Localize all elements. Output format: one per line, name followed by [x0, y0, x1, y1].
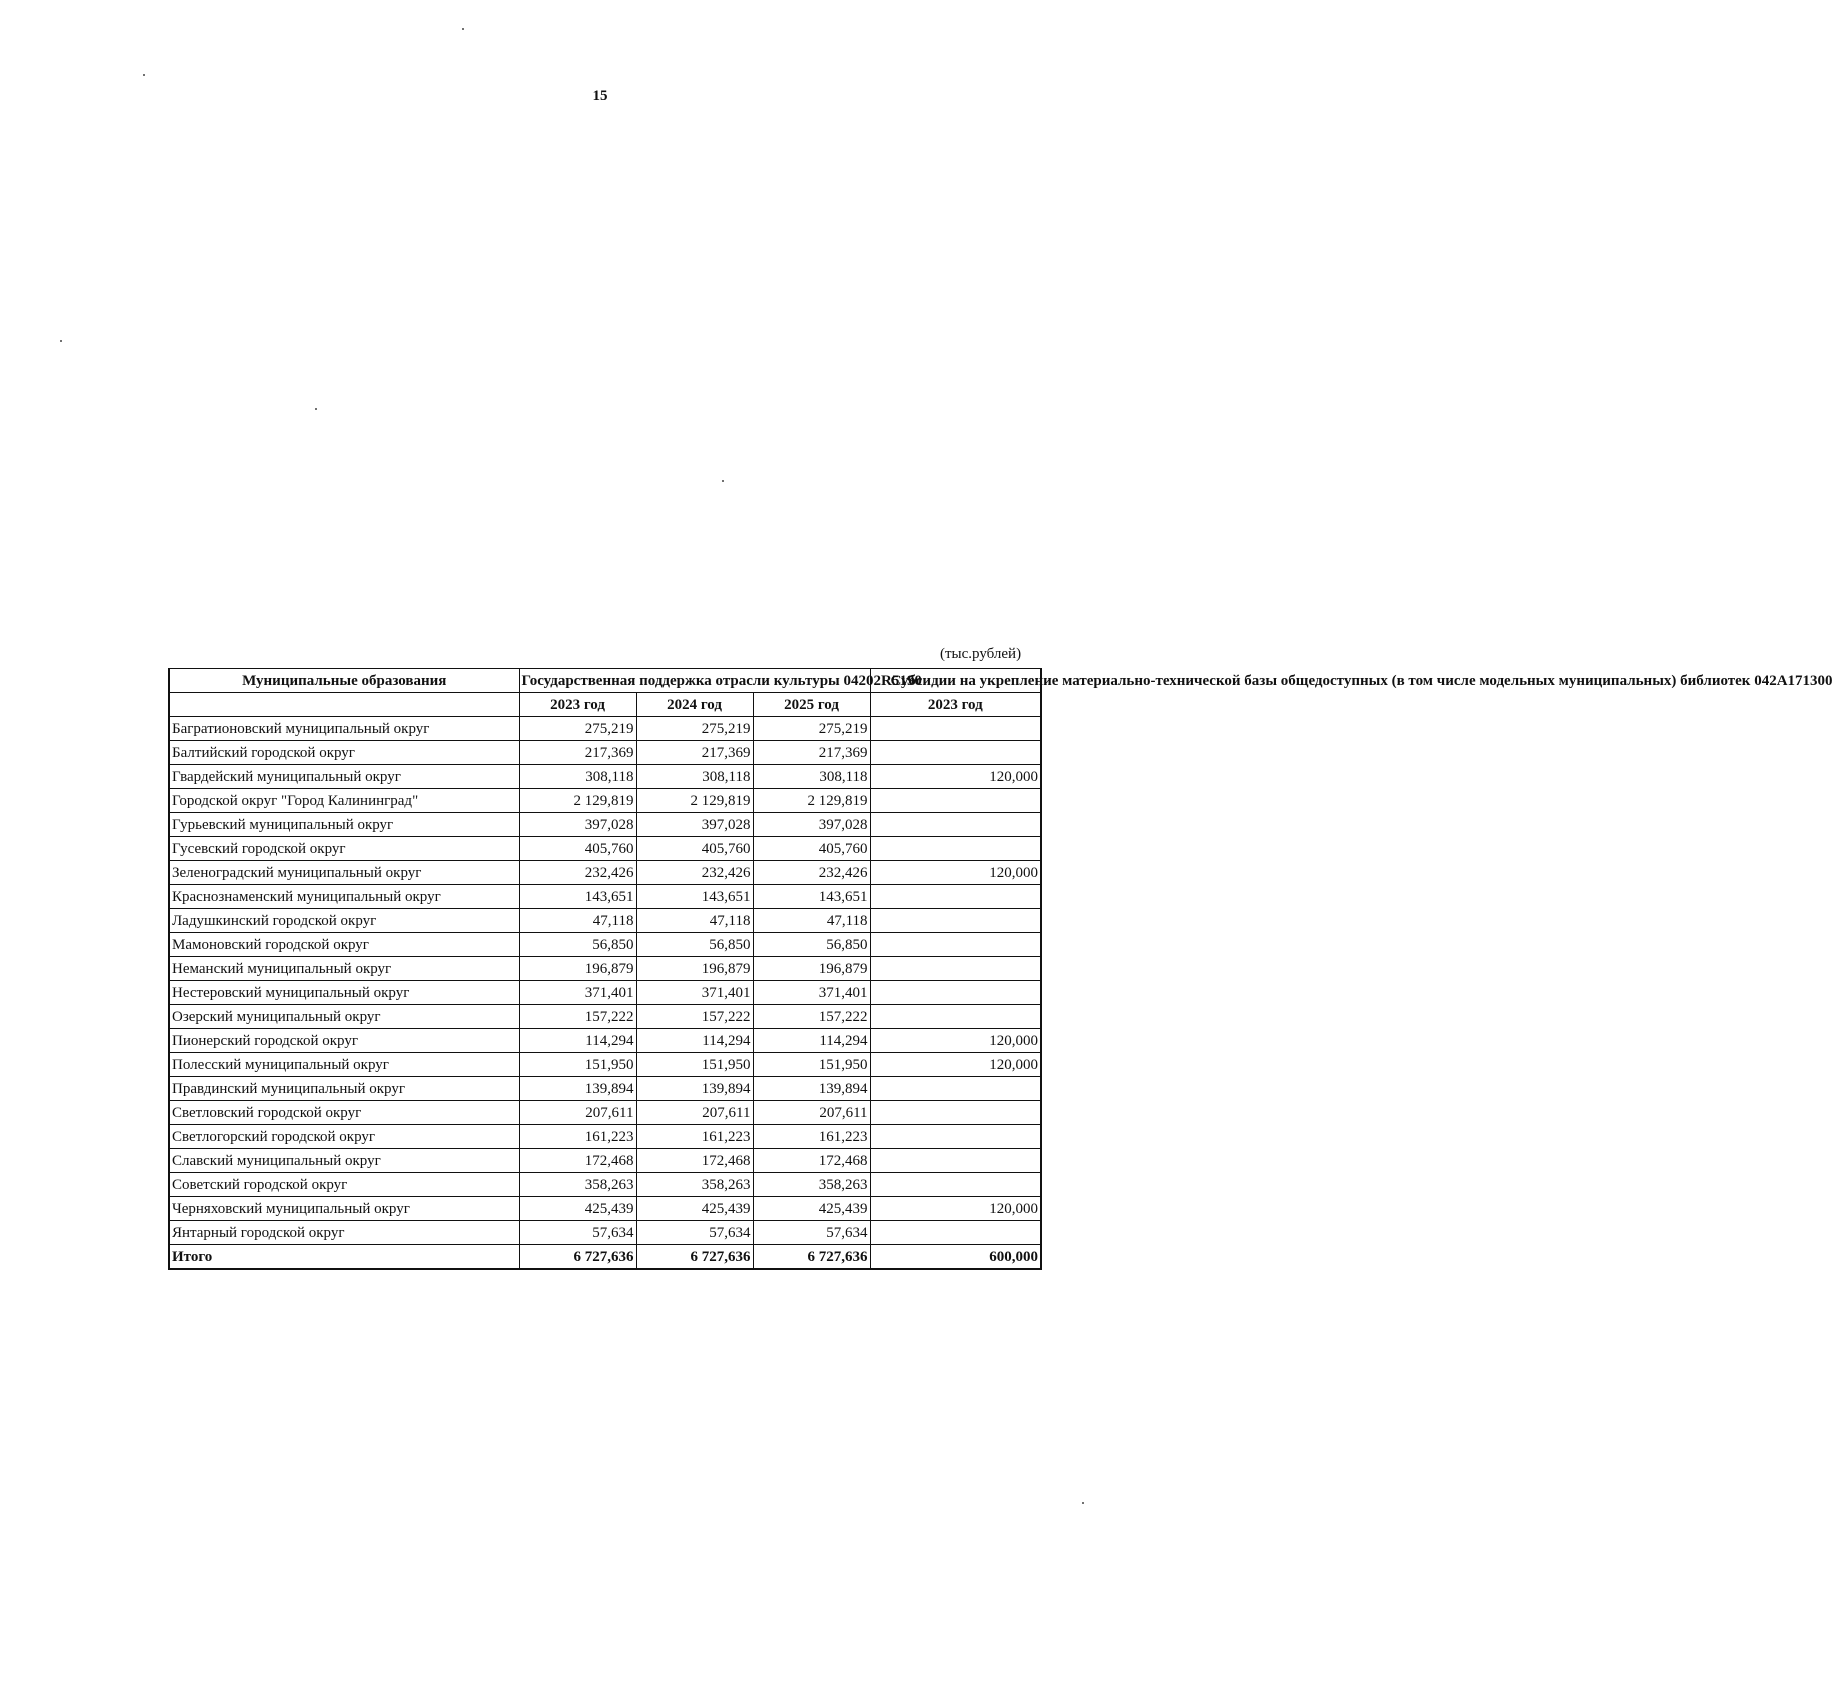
table-row: [169, 741, 1041, 765]
value-2024-cell: 217,369: [636, 741, 753, 765]
header-year-2025: 2025 год: [753, 693, 870, 717]
subsidy-2023-cell: [870, 1125, 1041, 1149]
table-row: [169, 1221, 1041, 1245]
allocation-table: [168, 668, 1833, 1270]
value-2025-cell: 157,222: [753, 1005, 870, 1029]
value-2023-cell: 358,263: [519, 1173, 636, 1197]
table-row: [169, 1101, 1041, 1125]
value-2025-cell: 114,294: [753, 1029, 870, 1053]
subsidy-2023-cell: [870, 741, 1041, 765]
header-library-subsidy: Субсидии на укрепление материально-технической базы общедоступных (в том числе модельных муниципальных) библиотек 042А171300: [870, 669, 1041, 693]
value-2023-cell: 397,028: [519, 813, 636, 837]
municipality-cell: Балтийский городской округ: [169, 741, 519, 765]
municipality-cell: Краснознаменский муниципальный округ: [169, 885, 519, 909]
table-row: [169, 1005, 1041, 1029]
value-2024-cell: 157,222: [636, 1005, 753, 1029]
value-2025-cell: 358,263: [753, 1173, 870, 1197]
subsidy-2023-cell: [870, 1149, 1041, 1173]
value-2023-cell: 157,222: [519, 1005, 636, 1029]
header-municipalities: Муниципальные образования: [169, 669, 519, 693]
subsidy-2023-cell: [870, 1221, 1041, 1245]
value-2024-cell: 151,950: [636, 1053, 753, 1077]
value-2024-cell: 56,850: [636, 933, 753, 957]
total-2025: 6 727,636: [753, 1245, 870, 1270]
municipality-cell: Зеленоградский муниципальный округ: [169, 861, 519, 885]
value-2024-cell: 161,223: [636, 1125, 753, 1149]
subsidy-2023-cell: [870, 981, 1041, 1005]
scan-speck: [1082, 1502, 1084, 1504]
value-2024-cell: 275,219: [636, 717, 753, 741]
total-2023: 6 727,636: [519, 1245, 636, 1270]
value-2023-cell: 161,223: [519, 1125, 636, 1149]
table-row: [169, 885, 1041, 909]
municipality-cell: Полесский муниципальный округ: [169, 1053, 519, 1077]
subsidy-2023-cell: [870, 1005, 1041, 1029]
value-2024-cell: 232,426: [636, 861, 753, 885]
municipality-cell: Светлогорский городской округ: [169, 1125, 519, 1149]
value-2025-cell: 172,468: [753, 1149, 870, 1173]
value-2024-cell: 57,634: [636, 1221, 753, 1245]
value-2025-cell: 139,894: [753, 1077, 870, 1101]
total-2024: 6 727,636: [636, 1245, 753, 1270]
value-2024-cell: 308,118: [636, 765, 753, 789]
value-2025-cell: 232,426: [753, 861, 870, 885]
total-label: Итого: [169, 1245, 519, 1270]
value-2023-cell: 47,118: [519, 909, 636, 933]
municipality-cell: Янтарный городской округ: [169, 1221, 519, 1245]
value-2025-cell: 57,634: [753, 1221, 870, 1245]
value-2023-cell: 57,634: [519, 1221, 636, 1245]
value-2024-cell: 371,401: [636, 981, 753, 1005]
value-2024-cell: 358,263: [636, 1173, 753, 1197]
subsidy-2023-cell: [870, 933, 1041, 957]
table-row: [169, 861, 1041, 885]
value-2025-cell: 405,760: [753, 837, 870, 861]
municipality-cell: Гвардейский муниципальный округ: [169, 765, 519, 789]
table-row: [169, 813, 1041, 837]
value-2024-cell: 397,028: [636, 813, 753, 837]
value-2024-cell: 196,879: [636, 957, 753, 981]
header-year-2024: 2024 год: [636, 693, 753, 717]
value-2023-cell: 114,294: [519, 1029, 636, 1053]
table-row: [169, 957, 1041, 981]
value-2024-cell: 172,468: [636, 1149, 753, 1173]
table-row: [169, 717, 1041, 741]
municipality-cell: Неманский муниципальный округ: [169, 957, 519, 981]
municipality-cell: Озерский муниципальный округ: [169, 1005, 519, 1029]
value-2024-cell: 47,118: [636, 909, 753, 933]
value-2024-cell: 2 129,819: [636, 789, 753, 813]
value-2025-cell: 161,223: [753, 1125, 870, 1149]
value-2024-cell: 114,294: [636, 1029, 753, 1053]
subsidy-2023-cell: 120,000: [870, 1197, 1041, 1221]
table-row: [169, 789, 1041, 813]
total-subsidy-2023: 600,000: [870, 1245, 1041, 1270]
value-2025-cell: 275,219: [753, 717, 870, 741]
value-2025-cell: 143,651: [753, 885, 870, 909]
value-2025-cell: 397,028: [753, 813, 870, 837]
value-2023-cell: 196,879: [519, 957, 636, 981]
table-row: [169, 1053, 1041, 1077]
subsidy-2023-cell: 120,000: [870, 1053, 1041, 1077]
total-row: [169, 1245, 1041, 1270]
table-body: [169, 717, 1041, 1245]
subsidy-2023-cell: [870, 789, 1041, 813]
scan-speck: [60, 340, 62, 342]
municipality-cell: Светловский городской округ: [169, 1101, 519, 1125]
value-2024-cell: 143,651: [636, 885, 753, 909]
value-2025-cell: 217,369: [753, 741, 870, 765]
subsidy-2023-cell: [870, 957, 1041, 981]
value-2025-cell: 207,611: [753, 1101, 870, 1125]
value-2023-cell: 405,760: [519, 837, 636, 861]
table-row: [169, 1173, 1041, 1197]
header-year-2023: 2023 год: [519, 693, 636, 717]
table-row: [169, 1149, 1041, 1173]
table-row: [169, 1125, 1041, 1149]
value-2023-cell: 275,219: [519, 717, 636, 741]
subsidy-2023-cell: [870, 837, 1041, 861]
municipality-cell: Правдинский муниципальный округ: [169, 1077, 519, 1101]
value-2023-cell: 308,118: [519, 765, 636, 789]
scan-speck: [315, 408, 317, 410]
municipality-cell: Советский городской округ: [169, 1173, 519, 1197]
municipality-cell: Городской округ "Город Калининград": [169, 789, 519, 813]
subsidy-2023-cell: [870, 1101, 1041, 1125]
value-2023-cell: 217,369: [519, 741, 636, 765]
value-2024-cell: 425,439: [636, 1197, 753, 1221]
value-2023-cell: 172,468: [519, 1149, 636, 1173]
scan-speck: [722, 480, 724, 482]
municipality-cell: Багратионовский муниципальный округ: [169, 717, 519, 741]
value-2023-cell: 139,894: [519, 1077, 636, 1101]
table-row: [169, 981, 1041, 1005]
value-2023-cell: 143,651: [519, 885, 636, 909]
value-2024-cell: 207,611: [636, 1101, 753, 1125]
page-number: 15: [592, 88, 608, 104]
subsidy-2023-cell: [870, 1173, 1041, 1197]
value-2023-cell: 371,401: [519, 981, 636, 1005]
value-2023-cell: 2 129,819: [519, 789, 636, 813]
municipality-cell: Черняховский муниципальный округ: [169, 1197, 519, 1221]
table-row: [169, 765, 1041, 789]
table-row: [169, 1077, 1041, 1101]
subsidy-2023-cell: [870, 885, 1041, 909]
value-2023-cell: 56,850: [519, 933, 636, 957]
value-2025-cell: 308,118: [753, 765, 870, 789]
subsidy-2023-cell: 120,000: [870, 1029, 1041, 1053]
value-2025-cell: 151,950: [753, 1053, 870, 1077]
table-row: [169, 1029, 1041, 1053]
value-2023-cell: 207,611: [519, 1101, 636, 1125]
municipality-cell: Гурьевский муниципальный округ: [169, 813, 519, 837]
subsidy-2023-cell: 120,000: [870, 861, 1041, 885]
subsidy-2023-cell: [870, 909, 1041, 933]
municipality-cell: Ладушкинский городской округ: [169, 909, 519, 933]
table-row: [169, 933, 1041, 957]
subsidy-2023-cell: [870, 813, 1041, 837]
municipality-cell: Мамоновский городской округ: [169, 933, 519, 957]
header-culture-support: Государственная поддержка отрасли культуры 04202R5190: [519, 669, 870, 693]
value-2025-cell: 196,879: [753, 957, 870, 981]
value-2025-cell: 2 129,819: [753, 789, 870, 813]
value-2023-cell: 232,426: [519, 861, 636, 885]
value-2023-cell: 425,439: [519, 1197, 636, 1221]
value-2025-cell: 47,118: [753, 909, 870, 933]
value-2023-cell: 151,950: [519, 1053, 636, 1077]
scan-speck: [143, 74, 145, 76]
value-2024-cell: 139,894: [636, 1077, 753, 1101]
scan-speck: [462, 28, 464, 30]
table-row: [169, 1197, 1041, 1221]
value-2025-cell: 371,401: [753, 981, 870, 1005]
municipality-cell: Гусевский городской округ: [169, 837, 519, 861]
municipality-cell: Пионерский городской округ: [169, 1029, 519, 1053]
header-name-year-blank: [169, 693, 519, 717]
table-row: [169, 909, 1041, 933]
municipality-cell: Нестеровский муниципальный округ: [169, 981, 519, 1005]
units-label: (тыс.рублей): [940, 646, 1022, 662]
subsidy-2023-cell: 120,000: [870, 765, 1041, 789]
municipality-cell: Славский муниципальный округ: [169, 1149, 519, 1173]
value-2025-cell: 425,439: [753, 1197, 870, 1221]
value-2025-cell: 56,850: [753, 933, 870, 957]
value-2024-cell: 405,760: [636, 837, 753, 861]
subsidy-2023-cell: [870, 717, 1041, 741]
header-subsidy-year-2023: 2023 год: [870, 693, 1041, 717]
table-row: [169, 837, 1041, 861]
subsidy-2023-cell: [870, 1077, 1041, 1101]
